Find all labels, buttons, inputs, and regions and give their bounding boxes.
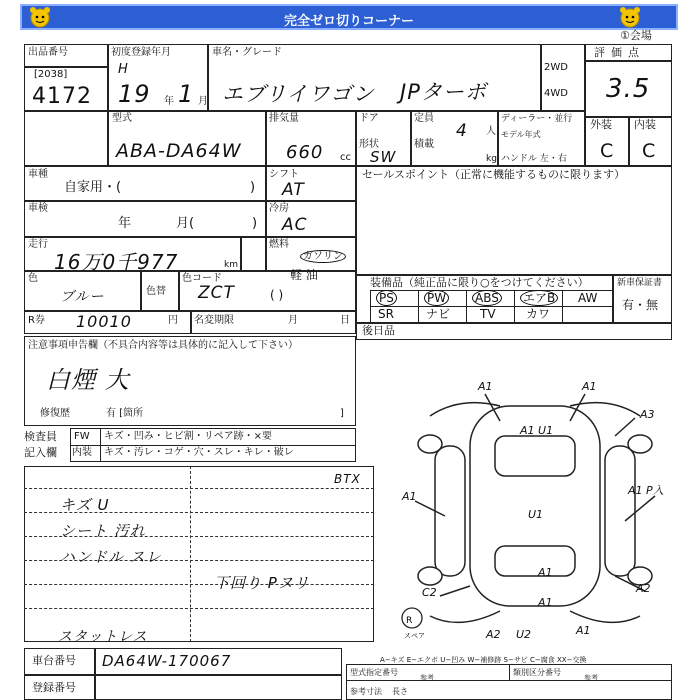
dims-label: 参考寸法 bbox=[350, 687, 382, 696]
grade: JPターボ bbox=[400, 80, 487, 104]
score-value: 3.5 bbox=[606, 74, 651, 104]
lot-no-label: 出品番号 bbox=[28, 47, 68, 58]
color-code-value: ZCT bbox=[198, 283, 235, 303]
remark-line-3: ハンドル スレ bbox=[60, 548, 162, 566]
equip-pw: PW bbox=[424, 293, 449, 304]
header-banner bbox=[20, 4, 678, 30]
month-unit: 月 bbox=[198, 96, 208, 107]
model-value: ABA-DA64W bbox=[116, 140, 242, 162]
diagram-mark-4: A3 bbox=[640, 408, 655, 421]
diagram-mark-1: A1 bbox=[478, 380, 493, 393]
model-label: 型式 bbox=[112, 113, 132, 124]
recycle-unit: 円 bbox=[168, 315, 178, 326]
mileage-unit: km bbox=[224, 260, 238, 270]
car-name-label: 車名・グレード bbox=[212, 47, 282, 58]
shift-value: AT bbox=[282, 180, 305, 200]
equip-navi: ナビ bbox=[426, 307, 451, 321]
equip-tv: TV bbox=[480, 307, 496, 321]
shape-value: SW bbox=[370, 148, 397, 166]
notes-handwritten: 白煙 大 bbox=[46, 366, 130, 394]
use-close: ) bbox=[250, 180, 256, 195]
title-date-day: 日 bbox=[340, 315, 350, 326]
inspection-year: 年 bbox=[118, 216, 132, 231]
diagram-mark-9: A2 bbox=[636, 582, 651, 595]
interior-label: 内装 bbox=[634, 118, 656, 131]
diagram-mark-6: U1 bbox=[528, 508, 544, 521]
diagram-mark-12: A2 bbox=[486, 628, 501, 641]
displacement-value: 660 bbox=[286, 142, 324, 163]
title-date-label: 名変期限 bbox=[194, 315, 234, 326]
car-name: エブリイワゴン bbox=[222, 82, 375, 106]
color-label: 色 bbox=[28, 273, 38, 284]
model-year-label: モデル年式 bbox=[501, 130, 541, 139]
reg-month: 1 bbox=[178, 80, 195, 108]
repair-close: ] bbox=[340, 408, 344, 419]
fuel-gasoline: ガソリン bbox=[300, 251, 346, 262]
remark-line-5: スタットレス bbox=[58, 629, 148, 645]
spare-label: スペア bbox=[404, 632, 425, 640]
exterior-grade: C bbox=[600, 140, 615, 162]
mileage-label: 走行 bbox=[28, 239, 48, 250]
seats-unit: 人 bbox=[486, 126, 496, 137]
lot-number: 4172 bbox=[32, 84, 92, 109]
spec-number-label: 型式指定番号 bbox=[350, 668, 398, 677]
load-unit: kg bbox=[486, 154, 497, 164]
ac-label: 冷房 bbox=[269, 203, 289, 214]
seats-value: 4 bbox=[456, 121, 468, 141]
repair-value: 有 [箇所 bbox=[106, 408, 144, 419]
recycle-label: R券 bbox=[28, 315, 45, 326]
equip-sr: SR bbox=[378, 307, 394, 321]
displacement-unit: cc bbox=[340, 152, 351, 163]
diagram-mark-10: C2 bbox=[422, 586, 437, 599]
shape-label: 形状 bbox=[359, 139, 379, 150]
banner-title: 完全ゼロ切りコーナー bbox=[283, 14, 414, 29]
color-value: ブルー bbox=[60, 289, 105, 305]
rear-items-label: 後日品 bbox=[362, 324, 395, 337]
fuel-other: ( ) bbox=[270, 288, 284, 302]
exterior-label: 外装 bbox=[590, 118, 612, 131]
warranty-value: 有・無 bbox=[622, 298, 659, 312]
remark-line-2: シート 汚れ bbox=[60, 522, 146, 540]
title-date-month: 月 bbox=[288, 315, 298, 326]
fw-label: FW bbox=[74, 431, 90, 442]
displacement-label: 排気量 bbox=[269, 113, 299, 124]
remark-line-4: 下回り Pヌリ bbox=[214, 574, 310, 592]
entry-label: 記入欄 bbox=[24, 446, 57, 459]
equipment-label: 装備品（純正品に限り○をつけてください） bbox=[370, 276, 589, 289]
year-unit: 年 bbox=[164, 96, 174, 107]
reg-number-label: 登録番号 bbox=[32, 681, 76, 694]
chassis-label: 車台番号 bbox=[32, 654, 76, 667]
shift-label: シフト bbox=[269, 169, 299, 180]
diagram-mark-14: A1 bbox=[576, 624, 591, 637]
class-ref: 参考 bbox=[584, 674, 598, 682]
inspection-month: 月( bbox=[176, 216, 195, 231]
diagram-mark-2: A1 bbox=[582, 380, 597, 393]
color-code-label: 色コード bbox=[182, 273, 222, 284]
equip-aw: AW bbox=[578, 291, 598, 305]
remark-line-1: キズ U bbox=[60, 496, 110, 514]
interior-row-label: 内装 bbox=[72, 447, 92, 458]
diagram-mark-11: A1 bbox=[538, 596, 553, 609]
equip-leather: カワ bbox=[526, 307, 551, 321]
door-label: ドア bbox=[359, 113, 379, 124]
selling-points-label: セールスポイント（正常に機能するものに限ります） bbox=[362, 168, 626, 181]
remark-top-right: BTX bbox=[334, 472, 361, 486]
ac-value: AC bbox=[282, 215, 308, 235]
recycle-value: 10010 bbox=[76, 312, 132, 331]
mascot-left-icon bbox=[28, 6, 52, 28]
fw-items: キズ・凹み・ヒビ割・リペア跡・×要 bbox=[104, 431, 272, 442]
inspection-close: ) bbox=[252, 216, 258, 231]
handle-label: ハンドル 左・右 bbox=[501, 154, 567, 164]
era: H bbox=[118, 62, 129, 77]
repair-label: 修復歴 bbox=[40, 408, 70, 419]
fuel-label: 燃料 bbox=[269, 239, 289, 250]
diagram-mark-8: A1 bbox=[538, 566, 553, 579]
mileage-value: 16万0千977 bbox=[54, 250, 179, 274]
length-label: 長さ bbox=[392, 687, 408, 696]
color-change-label: 色替 bbox=[146, 286, 166, 297]
diagram-mark-tire: R bbox=[406, 616, 413, 626]
mascot-right-icon bbox=[618, 6, 642, 28]
use-value: 自家用・( bbox=[64, 180, 122, 195]
reg-year: 19 bbox=[118, 80, 151, 108]
warranty-label: 新車保証書 bbox=[617, 278, 663, 288]
load-label: 積載 bbox=[414, 139, 434, 150]
interior-grade: C bbox=[642, 140, 657, 162]
diagram-mark-13: U2 bbox=[516, 628, 532, 641]
car-damage-diagram bbox=[400, 376, 670, 652]
diagram-mark-7: A1 P入 bbox=[628, 484, 664, 497]
interior-items: キズ・汚レ・コゲ・穴・スレ・キレ・破レ bbox=[104, 447, 294, 458]
seats-label: 定員 bbox=[414, 113, 434, 124]
class-number-label: 類別区分番号 bbox=[513, 668, 561, 677]
registration-label: 初度登録年月 bbox=[111, 47, 171, 58]
equip-airbag: エアB bbox=[520, 293, 558, 304]
notes-label: 注意事項申告欄（不具合内容等は具体的に記入して下さい） bbox=[28, 340, 298, 351]
equip-ps: PS bbox=[376, 293, 397, 304]
dealer-label: ディーラー・並行 bbox=[501, 114, 573, 124]
damage-legend: A−キズ E−エクボ U−凹み W−補修跡 S−サビ C−腐食 XX−交換 bbox=[380, 656, 587, 664]
venue-label: ①会場 bbox=[620, 29, 652, 42]
lot-code: [2038] bbox=[34, 69, 68, 80]
inspector-label: 検査員 bbox=[24, 430, 57, 443]
diagram-mark-3: A1 U1 bbox=[520, 424, 554, 437]
fuel-diesel: 軽 油 bbox=[290, 268, 318, 282]
inspection-label: 車検 bbox=[28, 203, 48, 214]
diagram-mark-5: A1 bbox=[402, 490, 417, 503]
spec-ref: 参考 bbox=[420, 674, 434, 682]
drive-4wd: 4WD bbox=[544, 88, 568, 99]
use-label: 車種 bbox=[28, 169, 48, 180]
equip-abs: ABS bbox=[472, 293, 502, 304]
drive-2wd: 2WD bbox=[544, 62, 568, 73]
chassis-value: DA64W-170067 bbox=[102, 652, 232, 670]
score-label: 評価点 bbox=[594, 46, 645, 59]
